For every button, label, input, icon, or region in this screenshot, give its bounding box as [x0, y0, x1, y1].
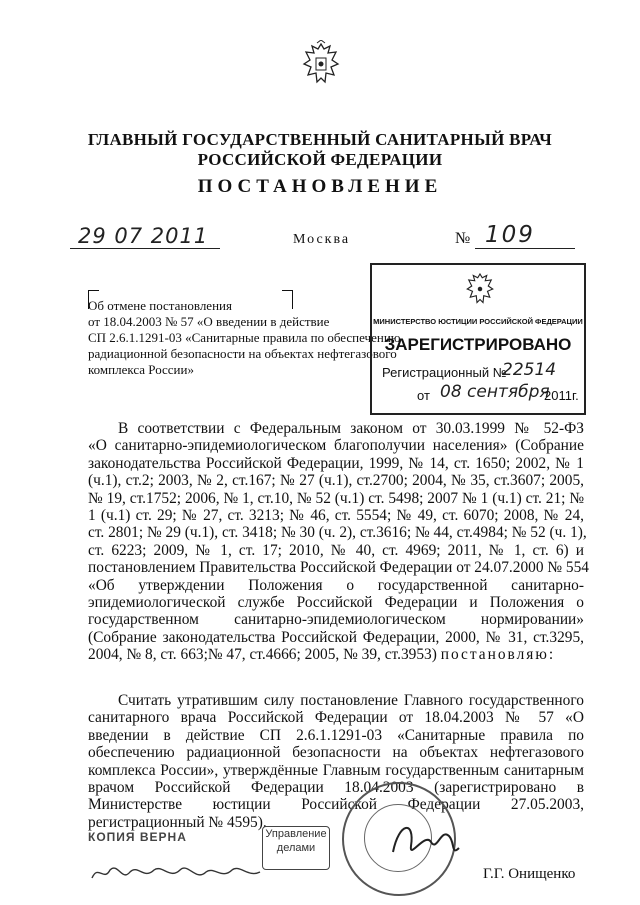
dept-stamp-line-1: Управление: [265, 828, 327, 840]
body-line: постановлением Правительства Российской Федерации от 24.07.2000 № 554: [88, 559, 590, 577]
body-line: «О санитарно-эпидемиологическом благополучии населения» (Собрание: [88, 437, 584, 455]
body-line-last: [88, 646, 584, 663]
header-line-2: РОССИЙСКОЙ ФЕДЕРАЦИИ: [197, 150, 443, 169]
copy-verified-stamp: КОПИЯ ВЕРНА: [88, 830, 187, 844]
body-line: № 19, ст.1752; 2006, № 1, ст.10, № 52 (ч.1) ст. 5498; 2007 № 1 (ч.1) ст. 21; №: [88, 489, 584, 507]
body-line: государственном санитарно-эпидемиологическом нормировании»: [88, 611, 584, 629]
stamp-date: 08 сентября: [440, 382, 550, 402]
dept-stamp-line-2: делами: [276, 842, 316, 854]
body-paragraph-1: [88, 420, 590, 664]
number-sign: №: [455, 230, 471, 247]
stamp-year: 2011г.: [544, 388, 579, 403]
stamp-emblem-icon: [464, 271, 496, 307]
body-line: комплекса России», утверждённые Главным государственным санитарным: [88, 761, 584, 779]
document-subject: [88, 298, 408, 378]
document-number: 109: [485, 222, 535, 248]
subject-line: комплекса России»: [88, 362, 194, 377]
stamp-ministry: МИНИСТЕРСТВО ЮСТИЦИИ РОССИЙСКОЙ ФЕДЕРАЦИИ: [373, 317, 583, 326]
date-underline: [70, 248, 220, 249]
subject-line: СП 2.6.1.1291-03 «Санитарные правила по обеспечению: [88, 330, 401, 345]
number-underline: [475, 248, 575, 249]
subject-line: Об отмене постановления: [88, 298, 232, 313]
body-line: эпидемиологической службе Российской Федерации и Положения о: [88, 594, 584, 612]
subject-line: от 18.04.2003 № 57 «О введении в действие: [88, 314, 330, 329]
handwritten-signature: [385, 812, 465, 872]
handwritten-note: [88, 858, 268, 888]
department-stamp: [262, 826, 330, 870]
body-line: законодательства Российской Федерации, 1999, № 14, ст. 1650; 2002, № 1: [88, 454, 584, 472]
signer-name: Г.Г. Онищенко: [483, 866, 576, 882]
body-line: «Об утверждении Положения о государственной санитарно-: [88, 576, 584, 594]
body-line: обеспечению радиационной безопасности на объектах нефтегазового: [88, 744, 584, 762]
registration-stamp: [370, 263, 586, 415]
body-line: врачом Российской Федерации 18.04.2003 (зарегистрировано в: [88, 779, 584, 797]
body-line: (ч.1), ст.2; 2003, № 2, ст.167; № 27 (ч.1), ст.2700; 2004, № 35, ст.3607; 2005,: [88, 472, 584, 490]
body-line: ст. 6223; 2009, № 1, ст. 17; 2010, № 40, ст. 4969; 2011, № 1, ст. 6) и: [88, 541, 584, 559]
body-line: ст. 2801; № 29 (ч.1), ст. 3418; № 30 (ч. 2), ст.3616; № 44, ст.4984; № 52 (ч. 1),: [88, 524, 587, 542]
body-line: Министерстве юстиции Российской Федерации 27.05.2003,: [88, 796, 584, 814]
body-paragraph-2: [88, 692, 584, 831]
body-line: 1 (ч.1) ст. 29; № 27, ст. 3213; № 46, ст. 5554; № 49, ст. 6070; 2008, № 24,: [88, 507, 584, 525]
body-line: (Собрание законодательства Российской Федерации, 2000, № 31, ст.3295,: [88, 628, 584, 646]
stamp-reg-number: 22514: [502, 360, 557, 380]
stamp-date-prefix: от: [417, 388, 430, 403]
body-line: 2004, № 8, ст. 663;№ 47, ст.4666; 2005, № 39, ст.3953): [88, 646, 437, 664]
body-line: регистрационный № 4595).: [88, 813, 267, 831]
stamp-reg-label: Регистрационный №: [382, 365, 507, 380]
stamp-status: ЗАРЕГИСТРИРОВАНО: [384, 335, 572, 354]
resolve-word: постановляю:: [440, 646, 556, 664]
body-line: Считать утратившим силу постановление Главного государственного: [118, 692, 584, 709]
body-line: санитарного врача Российской Федерации от 18.04.2003 № 57 «О: [88, 709, 584, 727]
document-date: 29 07 2011: [78, 224, 209, 248]
document-city: Москва: [293, 232, 351, 247]
body-line: В соответствии с Федеральным законом от 30.03.1999 № 52-ФЗ: [118, 420, 584, 437]
body-line: введении в действие СП 2.6.1.1291-03 «Санитарные правила по: [88, 726, 584, 744]
header-line-1: ГЛАВНЫЙ ГОСУДАРСТВЕННЫЙ САНИТАРНЫЙ ВРАЧ: [87, 130, 553, 149]
coat-of-arms-icon: [300, 40, 342, 88]
subject-line: радиационной безопасности на объектах нефтегазового: [88, 346, 397, 361]
document-type-title: ПОСТАНОВЛЕНИЕ: [197, 176, 443, 197]
